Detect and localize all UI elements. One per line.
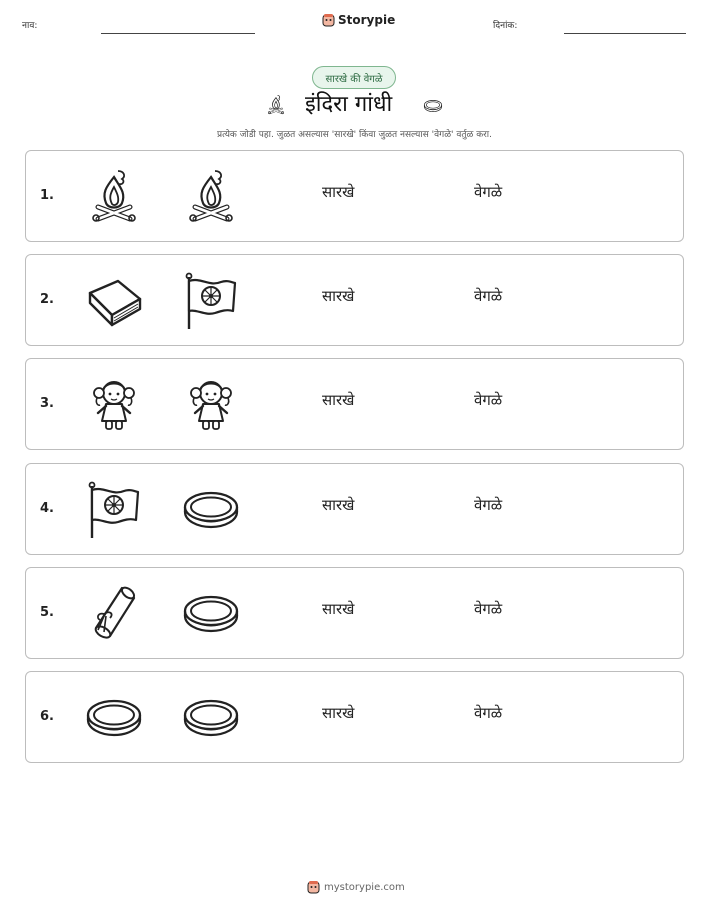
footer-url[interactable]: mystorypie.com [324, 881, 405, 893]
question-number: 5. [40, 605, 54, 620]
instructions: प्रत्येक जोडी पहा. जुळत असल्यास 'सारखे' किंवा जुळत नसल्यास 'वेगळे' वर्तुळ करा. [216, 130, 492, 140]
question-number: 6. [40, 709, 54, 724]
option-same[interactable]: सारखे [322, 391, 355, 409]
brand-name: Storypie [338, 13, 396, 27]
question-number: 1. [40, 188, 54, 203]
footer [307, 880, 405, 894]
flag-icon [181, 271, 241, 331]
activity-badge: सारखे की वेगळे [312, 66, 396, 89]
ring-icon [84, 688, 144, 748]
option-different[interactable]: वेगळे [474, 704, 503, 722]
campfire-icon [265, 92, 287, 118]
option-different[interactable]: वेगळे [474, 391, 503, 409]
question-number: 2. [40, 292, 54, 307]
name-label: नाव: [22, 21, 38, 31]
page-title: इंदिरा गांधी [305, 92, 393, 117]
question-row [25, 358, 684, 450]
option-different[interactable]: वेगळे [474, 287, 503, 305]
book-icon [84, 271, 144, 331]
option-same[interactable]: सारखे [322, 704, 355, 722]
doll-icon [84, 375, 144, 435]
ring-icon [181, 688, 241, 748]
question-row [25, 567, 684, 659]
date-line[interactable] [564, 33, 686, 34]
storypie-mascot-icon [307, 880, 320, 894]
brand-logo [322, 13, 395, 27]
question-row [25, 254, 684, 346]
doll-icon [181, 375, 241, 435]
ring-icon [181, 480, 241, 540]
ring-icon [419, 96, 447, 116]
campfire-icon [181, 167, 241, 227]
question-number: 4. [40, 501, 54, 516]
ring-icon [181, 584, 241, 644]
option-same[interactable]: सारखे [322, 183, 355, 201]
option-same[interactable]: सारखे [322, 287, 355, 305]
option-same[interactable]: सारखे [322, 600, 355, 618]
question-row [25, 671, 684, 763]
campfire-icon [84, 167, 144, 227]
question-number: 3. [40, 396, 54, 411]
option-different[interactable]: वेगळे [474, 600, 503, 618]
question-row [25, 463, 684, 555]
scroll-icon [84, 584, 144, 644]
option-different[interactable]: वेगळे [474, 183, 503, 201]
option-same[interactable]: सारखे [322, 496, 355, 514]
question-row [25, 150, 684, 242]
option-different[interactable]: वेगळे [474, 496, 503, 514]
flag-icon [84, 480, 144, 540]
date-label: दिनांक: [493, 21, 518, 31]
storypie-mascot-icon [322, 13, 335, 27]
name-line[interactable] [101, 33, 255, 34]
